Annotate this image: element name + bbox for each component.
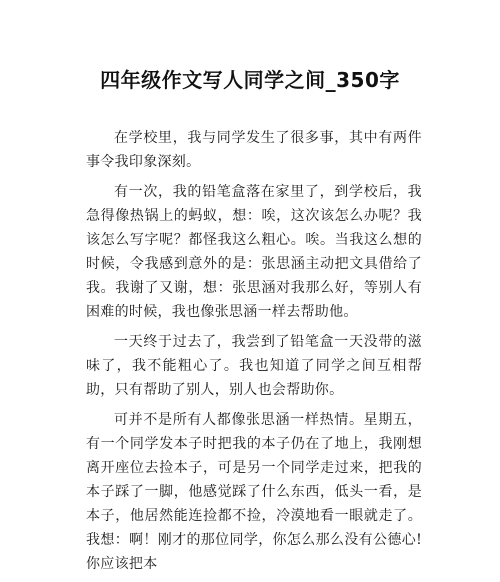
paragraph: 在学校里，我与同学发生了很多事，其中有两件事令我印象深刻。	[86, 130, 422, 170]
paragraph: 可并不是所有人都像张思涵一样热情。星期五，有一个同学发本子时把我的本子仍在了地上，我刚想离开座位去捡本子，可是另一个同学走过来，把我的本子踩了一脚，他感觉踩了什么东西，低头一看，是本子，他居然能连捡都不捡，冷漠地看一眼就走了。我想：啊！刚才的那位同学，你怎么那么没有公德心!你应该把本	[86, 412, 422, 572]
paragraph: 有一次，我的铅笔盒落在家里了，到学校后，我急得像热锅上的蚂蚁，想：唉，这次该怎么办呢？我该怎么写字呢？都怪我这么粗心。唉。当我这么想的时候，令我感到意外的是：张思涵主动把文具借给了我。我谢了又谢，想：张思涵对我那么好，等别人有困难的时候，我也像张思涵一样去帮助他。	[86, 184, 422, 320]
paragraph: 一天终于过去了，我尝到了铅笔盒一天没带的滋味了，我不能粗心了。我也知道了同学之间互相帮助，只有帮助了别人，别人也会帮助你。	[86, 334, 422, 398]
document-body	[86, 126, 422, 582]
document-title: 四年级作文写人同学之间_350字	[100, 68, 400, 92]
